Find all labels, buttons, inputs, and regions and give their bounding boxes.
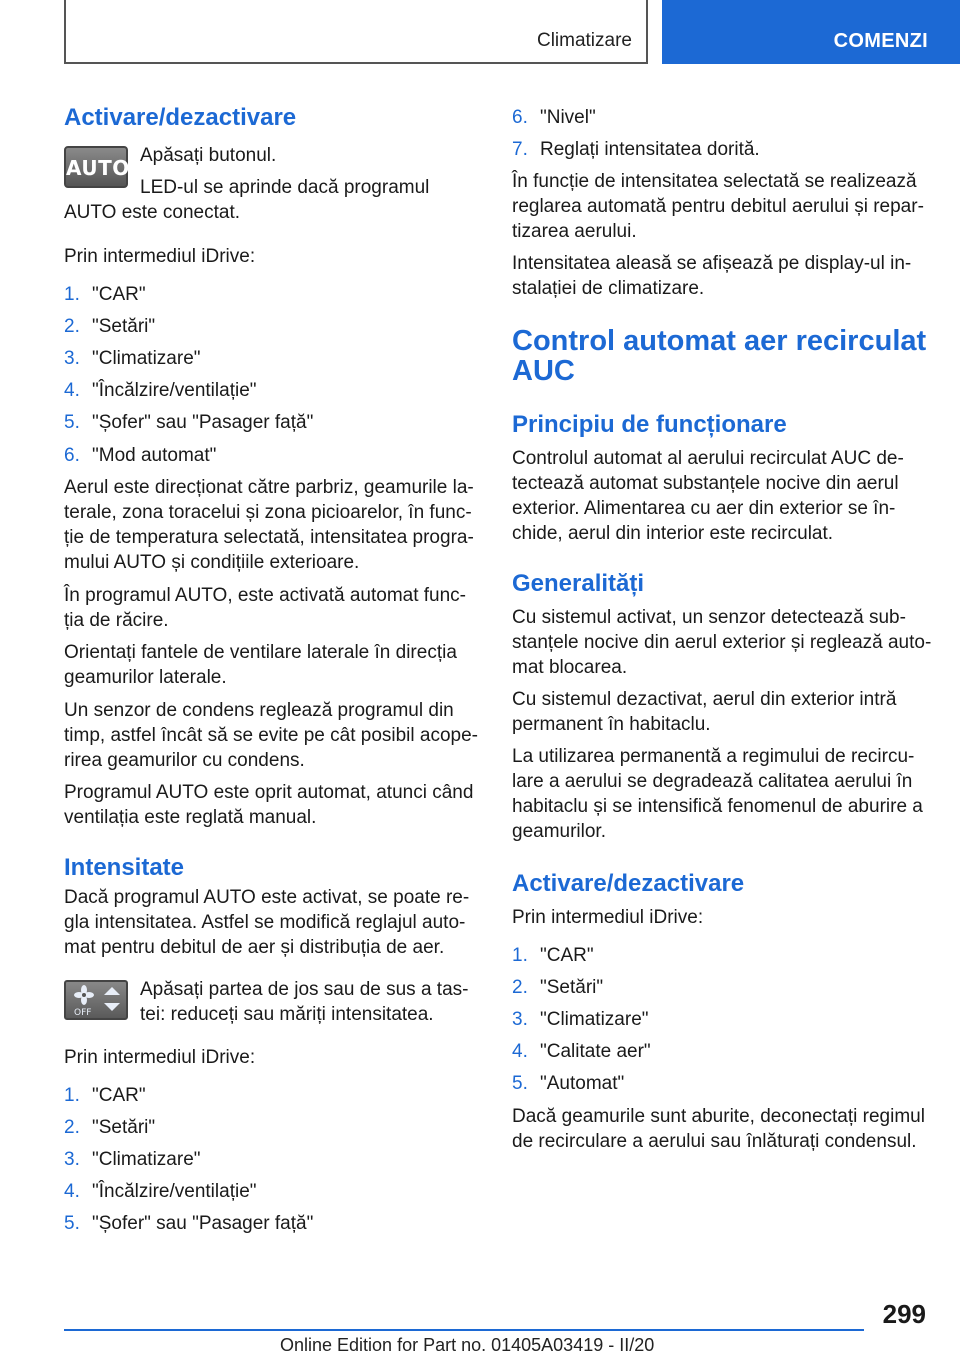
general-text-2: Cu sistemul dezactivat, aerul din exterior intră permanent în habitaclu.	[512, 689, 897, 735]
heading-principle: Principiu de funcționare	[512, 411, 787, 438]
footer-edition: Online Edition for Part no. 01405A03419 - II/20	[280, 1335, 655, 1355]
intensity-text: Dacă programul AUTO este activat, se poate re- gla intensitatea. Astfel se modifică reglajul auto- mat pentru debitul de aer și distribuția de aer.	[64, 887, 470, 958]
cooling-text: În programul AUTO, este activată automat func- ția de răcire.	[64, 585, 467, 631]
display-text: Intensitatea aleasă se afișează pe display-ul in- stalației de climatizare.	[512, 253, 912, 299]
general-text-3: La utilizarea permanentă a regimului de recircu- lare a aerului se degradează calitatea aerului în habitaclu și se intensifică fenomenul de aburire a geamurilor.	[512, 746, 923, 842]
auto-off-text: Programul AUTO este oprit automat, atunci când ventilația este reglată manual.	[64, 782, 474, 828]
fan-off-updown-icon	[64, 980, 128, 1020]
footer-divider	[64, 1329, 864, 1331]
principle-text: Controlul automat al aerului recirculat AUC de- tectează automat substanțele nocive din aerul exterior. Alimentarea cu aer din exterior se în- chide, aerul din interior este recirculat.	[512, 448, 904, 544]
via-idrive-text: Prin intermediul iDrive:	[64, 246, 256, 267]
fog-text: Dacă geamurile sunt aburite, deconectați regimul de recirculare a aerului sau înlăturați condensul.	[512, 1106, 925, 1152]
via-idrive-text-3: Prin intermediul iDrive:	[512, 907, 704, 928]
auto-icon-label: AUTO	[66, 156, 130, 180]
header-box	[64, 0, 648, 64]
heading-intensity: Intensitate	[64, 854, 185, 881]
via-idrive-text-2: Prin intermediul iDrive:	[64, 1047, 256, 1068]
fan-icon	[66, 982, 126, 1018]
tab-comenzi[interactable]	[662, 0, 960, 64]
page-number: 299	[882, 1299, 926, 1329]
condensation-sensor-text: Un senzor de condens reglează programul din timp, astfel încât să se evite pe cât posibil acope- rirea geamurilor cu condens.	[64, 700, 478, 771]
header-title: Climatizare	[536, 30, 632, 51]
general-text-1: Cu sistemul activat, un senzor detectează sub- stanțele nocive din aerul exterior și reglează auto- mat blocarea.	[512, 607, 932, 678]
led-text: LED-ul se aprinde dacă programul	[140, 177, 430, 198]
air-direction-text: Aerul este direcționat către parbriz, geamurile la- terale, zona toracelui și zona picioarelor, în func- ție de temperatura selectată, intensitatea progra- mului AUTO și condițiile exterioare.	[64, 477, 474, 573]
led-text-2: AUTO este conectat.	[64, 202, 241, 223]
press-button-text: Apăsați butonul.	[140, 145, 277, 166]
function-text: În funcție de intensitatea selectată se realizează reglarea automată pentru debitul aerului și repar- tizarea aerului.	[512, 171, 924, 242]
heading-auc-line1: Control automat aer recirculat	[512, 325, 927, 357]
heading-activate: Activare/dezactivare	[64, 104, 297, 131]
vents-text: Orientați fantele de ventilare laterale în direcția geamurilor laterale.	[64, 642, 457, 688]
heading-general: Generalități	[512, 570, 645, 597]
heading-auc-line2: AUC	[512, 355, 575, 387]
tab-comenzi-label: COMENZI	[833, 30, 928, 52]
auto-button-icon	[64, 146, 128, 188]
heading-activate-2: Activare/dezactivare	[512, 870, 745, 897]
press-part-text: Apăsați partea de jos sau de sus a tas- tei: reduceți sau măriți intensitatea.	[140, 979, 469, 1025]
fan-off-label: OFF	[74, 1008, 92, 1018]
